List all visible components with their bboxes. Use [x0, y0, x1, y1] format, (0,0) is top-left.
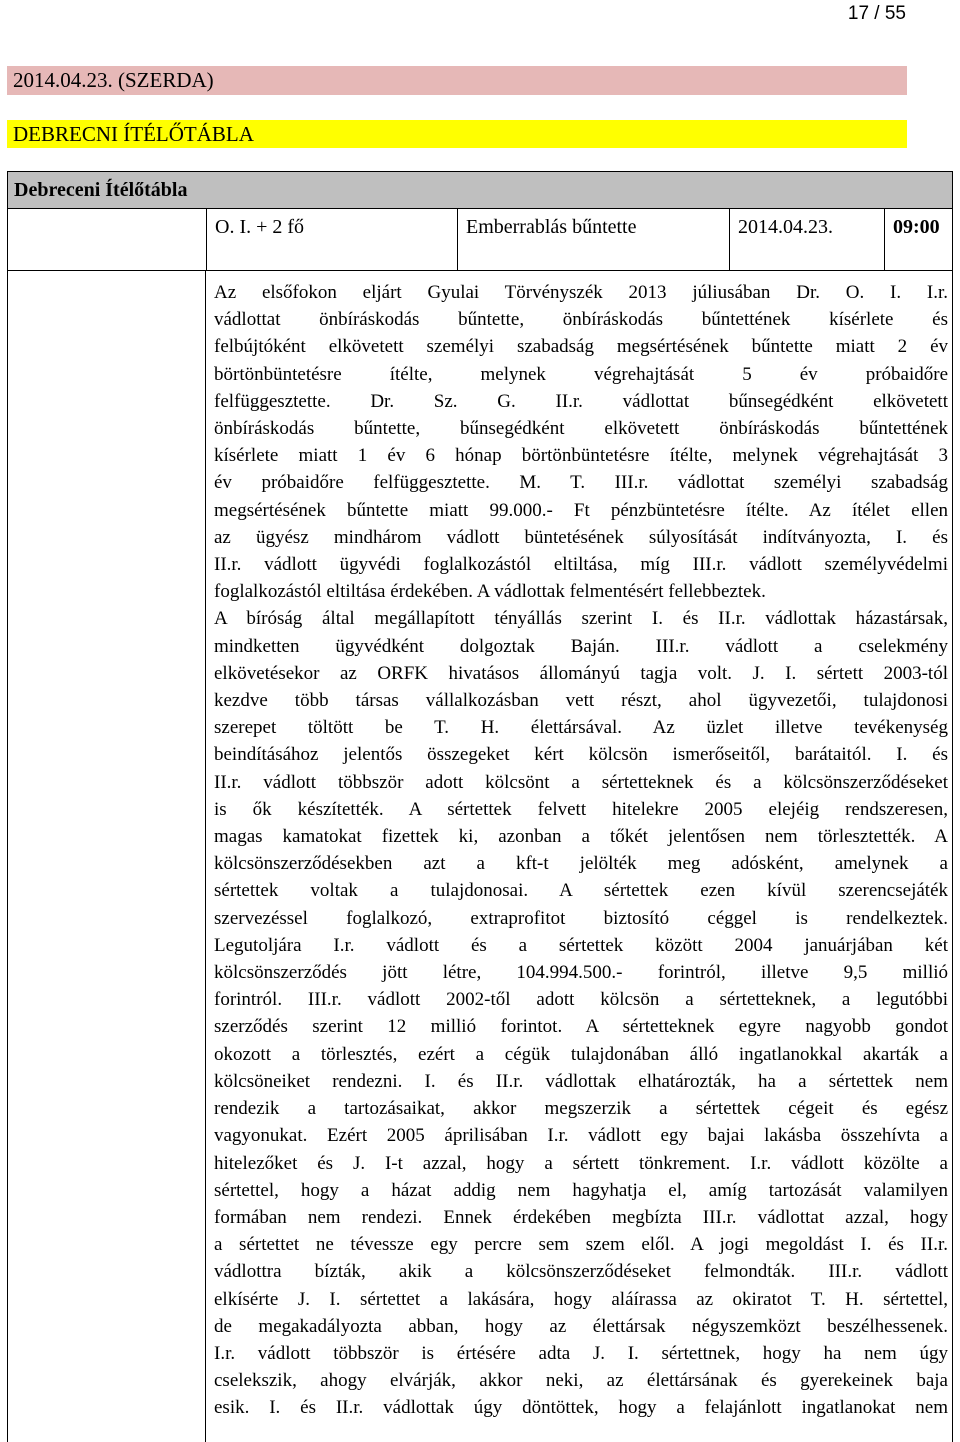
text-line: kölcsönszerződésekben azt a kft-t jelölték meg adósként, amelynek a	[214, 853, 948, 875]
court-name-row: Debreceni Ítélőtábla	[7, 171, 953, 209]
text-line: Legutoljára I.r. vádlott és a sértettek között 2004 januárjában két	[214, 934, 948, 956]
text-line: az ügyész mindhárom vádlott büntetésének súlyosítását indítványozta, I. és	[214, 526, 948, 548]
text-line: hitelezőket és J. I-t azzal, hogy a sértett tönkrement. I.r. vádlott közölte a	[214, 1152, 948, 1174]
text-line: kölcsönszerződés jött létre, 104.994.500.- forintról, illetve 9,5 millió	[214, 962, 948, 984]
text-line: vagyonukat. Ezért 2005 áprilisában I.r. vádlott egy bajai lakásba összehívta a	[214, 1125, 948, 1147]
case-description-block	[7, 270, 953, 1442]
text-line: is ők készítették. A sértettek felvett hitelekre 2005 elejéig rendszeresen,	[214, 798, 948, 820]
text-line: I.r. vádlott többször is értésére adta J. I. sértettnek, hogy ha nem úgy	[214, 1342, 948, 1364]
text-line: beindításához jelentős összegeket kért kölcsön ismerőseitől, barátaitól. I. és	[214, 744, 948, 766]
case-description	[214, 279, 948, 1422]
text-line: elkísérte J. I. sértettet a lakására, hogy aláírassa az okiratot T. H. sértettel,	[214, 1288, 948, 1310]
text-line: de megakadályozta abban, hogy az élettársak négyszemközt beszélhessenek.	[214, 1315, 948, 1337]
text-line: foglalkozástól eltiltása érdekében. A vádlottak felmentésért fellebbeztek.	[214, 581, 766, 603]
text-line: elkövetésekor az ORFK hivatásos állományú tagja volt. J. I. sértett 2003-tól	[214, 662, 948, 684]
text-line: okozott a törlesztés, ezért a cégük tulajdonában álló ingatlanokkal akarták a	[214, 1043, 948, 1065]
text-line: a sértettet ne tévessze egy percre sem szem elől. A jogi megoldást I. és II.r.	[214, 1234, 948, 1256]
page-number: 17 / 55	[847, 3, 906, 24]
text-line: Az elsőfokon eljárt Gyulai Törvényszék 2013 júliusában Dr. O. I. I.r.	[214, 282, 948, 303]
text-line: II.r. vádlott többször adott kölcsönt a sértetteknek és a kölcsönszerződéseket	[214, 771, 948, 793]
text-line: szerepet töltött be T. H. élettársával. Az üzlet illetve tevékenység	[214, 717, 948, 739]
case-row	[7, 208, 953, 271]
text-line: felfüggesztette. Dr. Sz. G. II.r. vádlottat bűnsegédként elkövetett	[214, 390, 948, 412]
text-line: II.r. vádlott ügyvédi foglalkozástól eltiltása, míg III.r. vádlott személyvédelmi	[214, 554, 948, 576]
text-line: börtönbüntetésre ítélte, melynek végrehajtását 5 év próbaidőre	[214, 363, 948, 385]
text-line: szerződés szerint 12 millió forintot. A sértetteknek egyre nagyobb gondot	[214, 1016, 948, 1038]
text-line: önbíráskodás bűntette, bűnsegédként elkövetett önbíráskodás bűntettének	[214, 418, 948, 440]
text-line: rendezik a tartozásaikat, akkor megszerzik a sértettek cégeit és egész	[214, 1098, 948, 1120]
text-line: kísérlete miatt 1 év 6 hónap börtönbüntetésre ítélte, melynek végrehajtását 3	[214, 445, 948, 467]
column-divider	[205, 270, 206, 1442]
text-line: cselekszik, ahogy elvárják, akkor neki, az élettársának és gyerekeinek baja	[214, 1370, 948, 1392]
text-line: kölcsöneiket rendezni. I. és II.r. vádlottak elhatározták, ha a sértettek nem	[214, 1070, 948, 1092]
offense-cell: Emberrablás bűntette	[457, 209, 729, 270]
text-line: esik. I. és II.r. vádlottak úgy döntöttek, hogy a felajánlott ingatlanokat nem	[214, 1397, 948, 1419]
text-line: sértettek voltak a tulajdonosai. A sértettek ezen kívül szerencsejáték	[214, 880, 948, 902]
court-heading: DEBRECNI ÍTÉLŐTÁBLA	[7, 120, 907, 148]
text-line: sértettel, hogy a házat addig nem hagyhatja el, amíg tartozását valamilyen	[214, 1179, 948, 1201]
date-heading: 2014.04.23. (SZERDA)	[7, 66, 907, 95]
date-cell: 2014.04.23.	[729, 209, 884, 270]
defendants-cell: O. I. + 2 fő	[206, 209, 457, 270]
text-line: mindketten ügyvédként dolgoztak Baján. III.r. vádlott a cselekmény	[214, 635, 948, 657]
text-line: formában nem rendezi. Ennek érdekében megbízta III.r. vádlottat azzal, hogy	[214, 1206, 948, 1228]
time-cell: 09:00	[884, 209, 952, 270]
text-line: megsértésének bűntette miatt 99.000.- Ft pénzbüntetésre ítélte. Az ítélet ellen	[214, 499, 948, 521]
text-line: magas kamatokat fizettek ki, azonban a tőkét jelentősen nem törlesztették. A	[214, 826, 948, 848]
text-line: vádlottat önbíráskodás bűntette, önbíráskodás bűntettének kísérlete és	[214, 309, 948, 331]
text-line: kezdve több társas vállalkozásban vett részt, ahol ügyvezetői, tulajdonosi	[214, 690, 948, 712]
text-line: vádlottra bízták, akik a kölcsönszerződéseket felmondták. III.r. vádlott	[214, 1261, 948, 1283]
text-line: forintról. III.r. vádlott 2002-től adott kölcsön a sértetteknek, a legutóbbi	[214, 989, 948, 1011]
text-line: év próbaidőre felfüggesztette. M. T. III.r. vádlottat személyi szabadság	[214, 472, 948, 494]
text-line: A bíróság által megállapított tényállás szerint I. és II.r. vádlottak házastársak,	[214, 608, 948, 630]
text-line: szervezéssel foglalkozó, extraprofitot biztosító céggel is rendelkeztek.	[214, 907, 948, 929]
text-line: felbújtóként elkövetett személyi szabadság megsértésének bűntette miatt 2 év	[214, 336, 948, 358]
